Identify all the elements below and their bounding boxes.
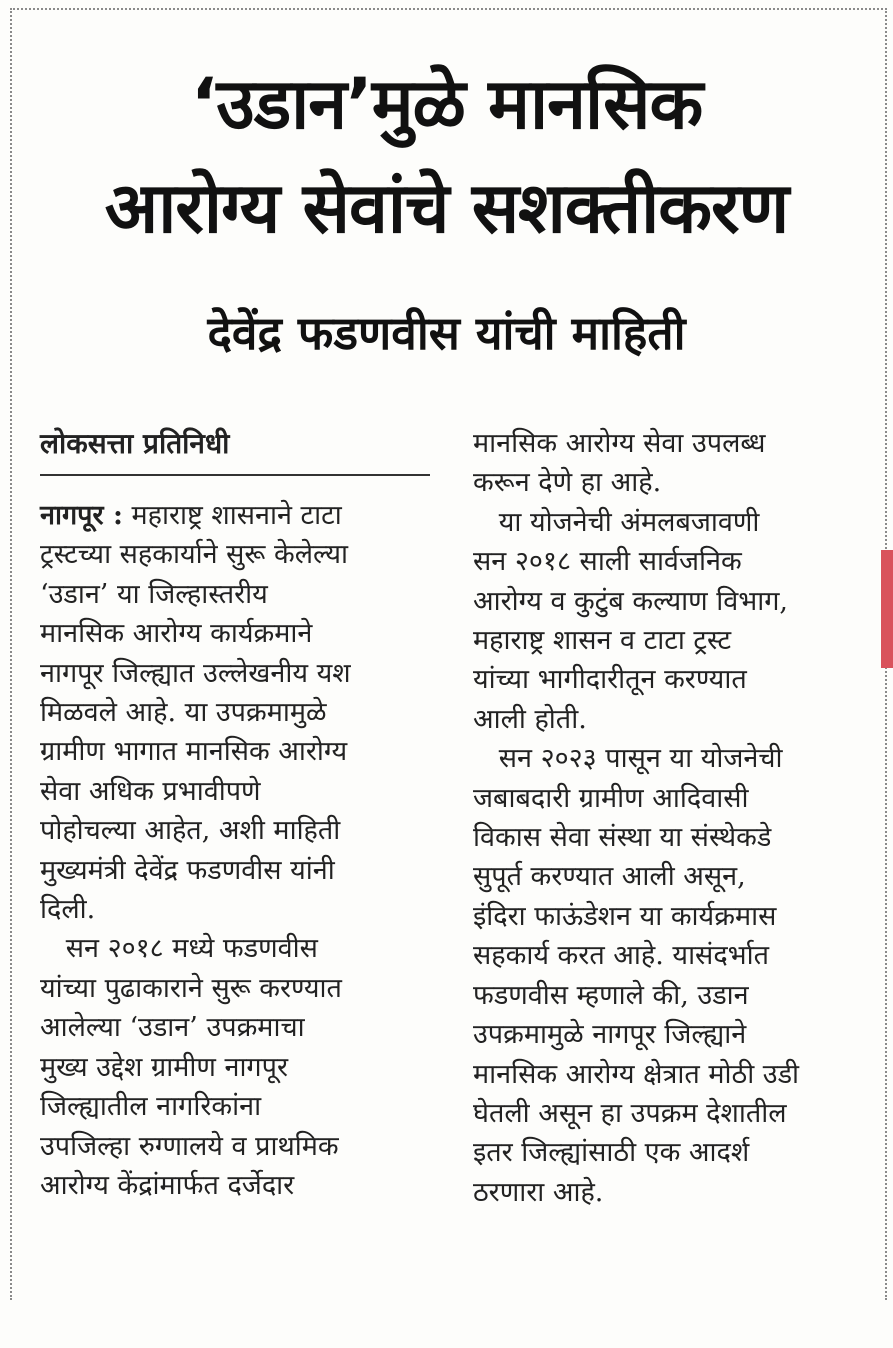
- article-line: मुख्यमंत्री देवेंद्र फडणवीस यांनी: [40, 854, 335, 886]
- headline: [20, 52, 873, 260]
- article-line: यांच्या भागीदारीतून करण्यात: [473, 664, 747, 696]
- article-line: मानसिक आरोग्य सेवा उपलब्ध: [473, 428, 766, 459]
- article-line: घेतली असून हा उपक्रम देशातील: [473, 1097, 787, 1129]
- article-line: [40, 496, 440, 535]
- article-line: ग्रामीण भागात मानसिक आरोग्य: [40, 736, 348, 768]
- article-line: मुख्य उद्देश ग्रामीण नागपूर: [40, 1051, 289, 1083]
- article-line: उपक्रमामुळे नागपूर जिल्ह्याने: [473, 1019, 747, 1051]
- article-line: विकास सेवा संस्था या संस्थेकडे: [473, 822, 772, 854]
- article-line: सहकार्य करत आहे. यासंदर्भात: [473, 940, 770, 972]
- byline-divider: [40, 474, 430, 476]
- article-line: ठरणारा आहे.: [473, 1176, 604, 1208]
- headline-line-2: आरोग्य सेवांचे सशक्तीकरण: [104, 167, 789, 249]
- left-column-lines: [40, 535, 440, 1205]
- headline-line-1: ‘उडान’मुळे मानसिक: [190, 63, 703, 145]
- article-line: नागपूर जिल्ह्यात उल्लेखनीय यश: [40, 657, 351, 689]
- article-line: जिल्ह्यातील नागरिकांना: [40, 1091, 262, 1123]
- article-line: पोहोचल्या आहेत, अशी माहिती: [40, 815, 341, 847]
- article-line: महाराष्ट्र शासन व टाटा ट्रस्ट: [473, 625, 732, 657]
- article-line: आरोग्य व कुटुंब कल्याण विभाग,: [473, 585, 788, 617]
- article-line: मानसिक आरोग्य क्षेत्रात मोठी उडी: [473, 1058, 800, 1090]
- article-line: ट्रस्टच्या सहकार्याने सुरू केलेल्या: [40, 539, 349, 571]
- article-line: इतर जिल्ह्यांसाठी एक आदर्श: [473, 1137, 750, 1169]
- article-line: ‘उडान’ या जिल्हास्तरीय: [40, 578, 268, 610]
- article-line: दिली.: [40, 894, 96, 926]
- article-line: आरोग्य केंद्रांमार्फत दर्जेदार: [40, 1169, 295, 1201]
- article-line: सन २०१८ मध्ये फडणवीस: [40, 933, 318, 965]
- article-line: मानसिक आरोग्य कार्यक्रमाने: [40, 618, 313, 650]
- article-line: सेवा अधिक प्रभावीपणे: [40, 775, 261, 807]
- right-column-lines: [473, 424, 873, 1212]
- article-line: जबाबदारी ग्रामीण आदिवासी: [473, 782, 749, 814]
- article-line: इंदिरा फाऊंडेशन या कार्यक्रमास: [473, 900, 777, 932]
- article-line-text: महाराष्ट्र शासनाने टाटा: [131, 500, 342, 531]
- subheadline: देवेंद्र फडणवीस यांची माहिती: [207, 306, 686, 360]
- article-line: उपजिल्हा रुग्णालये व प्राथमिक: [40, 1130, 339, 1162]
- dotted-border-top: [10, 8, 887, 10]
- article-line: मिळवले आहे. या उपक्रमामुळे: [40, 697, 327, 729]
- dateline: नागपूर :: [40, 500, 123, 531]
- article-line: फडणवीस म्हणाले की, उडान: [473, 979, 749, 1011]
- article-line: या योजनेची अंमलबजावणी: [473, 506, 760, 538]
- byline: लोकसत्ता प्रतिनिधी: [40, 427, 230, 460]
- article-line: आलेल्या ‘उडान’ उपक्रमाचा: [40, 1012, 305, 1044]
- article-column-left: [40, 424, 440, 1205]
- article-line: सुपूर्त करण्यात आली असून,: [473, 861, 746, 893]
- article-column-right: [473, 424, 873, 1212]
- article-line: सन २०२३ पासून या योजनेची: [473, 743, 783, 775]
- article-line: आली होती.: [473, 703, 587, 735]
- margin-marker: [881, 550, 893, 668]
- article-line: यांच्या पुढाकाराने सुरू करण्यात: [40, 972, 342, 1004]
- article-line: सन २०१८ साली सार्वजनिक: [473, 546, 742, 578]
- article-line: करून देणे हा आहे.: [473, 467, 662, 499]
- dotted-border-left: [10, 8, 12, 1300]
